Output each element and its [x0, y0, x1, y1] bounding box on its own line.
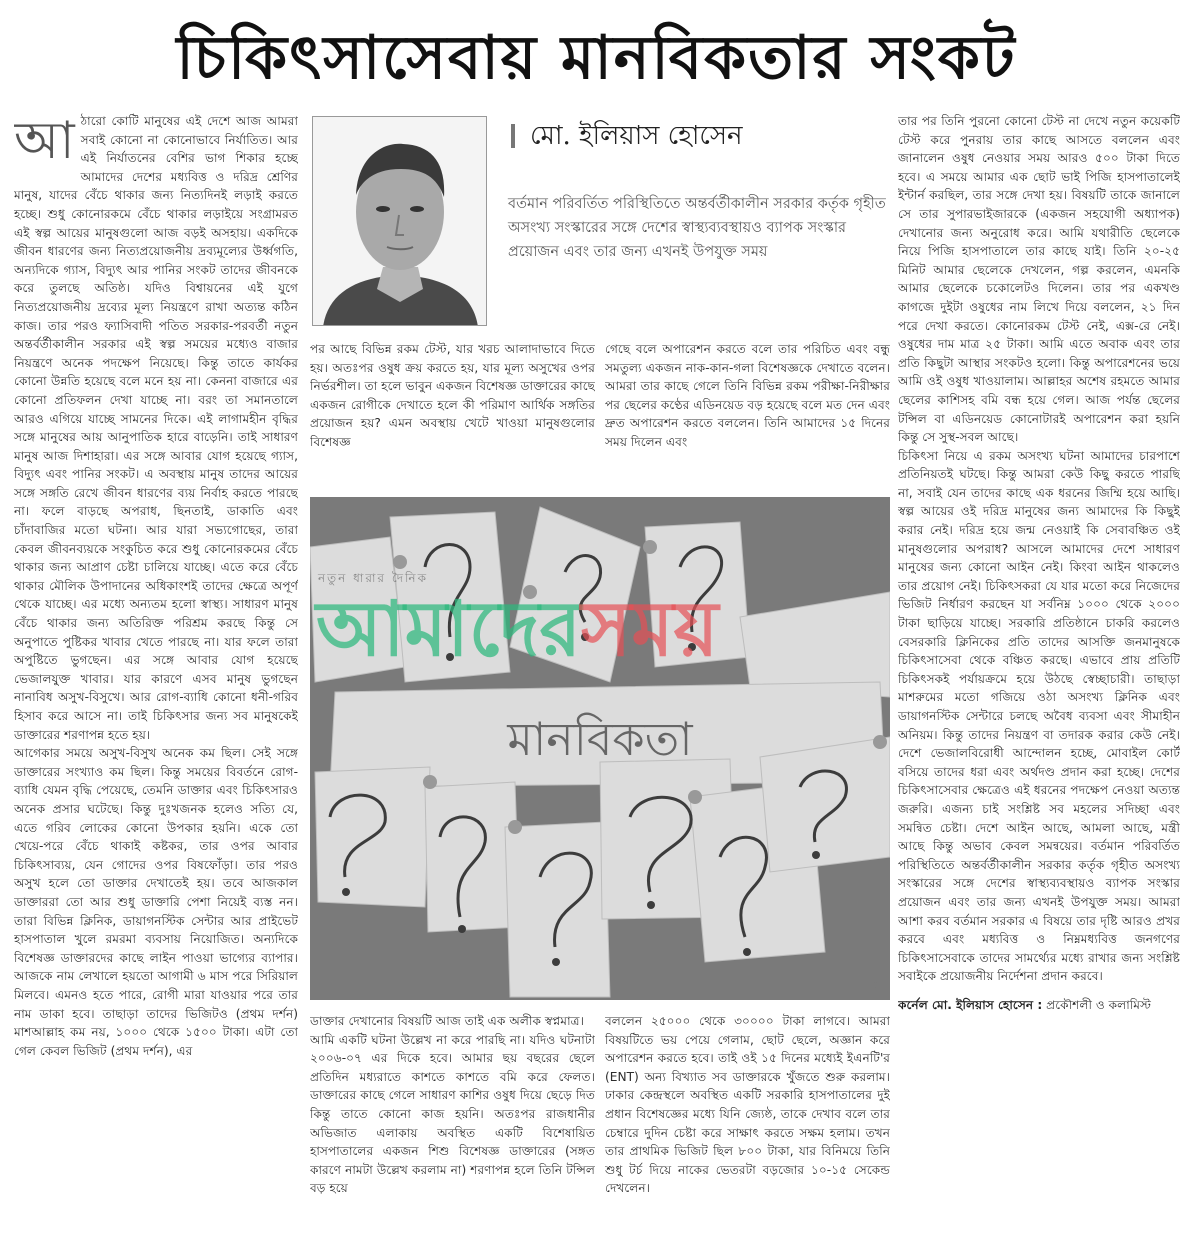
- watermark-tagline: নতুন ধারার দৈনিক: [318, 571, 428, 585]
- headline: চিকিৎসাসেবায় মানবিকতার সংকট: [176, 23, 1017, 93]
- signature-name: কর্নেল মো. ইলিয়াস হোসেন :: [898, 997, 1043, 1012]
- drop-cap: আ: [14, 112, 75, 171]
- illustration-symbol: ?: [872, 981, 878, 992]
- author-photo: [312, 116, 487, 326]
- paragraph: আগেকার সময়ে অসুখ-বিসুখ অনেক কম ছিল। সেই সঙ্গে ডাক্তারের সংখ্যাও কম ছিল। কিন্তু সময়ের বিবর্তনে রোগ-ব্যাধি যেমন বৃদ্ধি পেয়েছে, তেমনি ডাক্তার এবং চিকিৎসারও অনেক প্রসার ঘটেছে। কিন্তু দুঃখজনক হলেও সত্যি যে, এতে গরিব লোকের কোনো উপকার হয়নি। একে তো খেয়ে-পরে বেঁচে থাকাই কষ্টকর, তার ওপর আবার চিকিৎসাব্যয়, যেন গোদের ওপর বিষফোঁড়া। তার পরও অসুখ হলে তো ডাক্তার দেখাতেই হয়। তবে আজকাল ডাক্তাররা তো আর শুধু ডাক্তারি পেশা নিয়েই ব্যস্ত নন। তারা বিভিন্ন ক্লিনিক, ডায়াগনস্টিক সেন্টার আর প্রাইভেট হাসপাতাল খুলে রমরমা ব্যবসায় নিয়োজিত। অন্যদিকে বিশেষজ্ঞ ডাক্তারদের কাছে লাইন পাওয়া ভাগ্যের ব্যাপার। আজকে নাম লেখালে হয়তো আগামী ৬ মাস পরে সিরিয়াল মিলবে। এমনও হতে পারে, রোগী মারা যাওয়ার পরে তার নাম ডাকা হবে। তাছাড়া তাদের ভিজিটও (প্রথম দর্শন) মাশআল্লাহ কম নয়, ১০০০ থেকে ১৫০০ টাকা। এটা তো গেল কেবল ভিজিট (প্রথম দর্শন), এর: [14, 746, 298, 1058]
- article-column-2-bottom-right: [605, 1012, 890, 1248]
- article-deck: বর্তমান পরিবর্তিত পরিস্থিতিতে অন্তর্বর্তীকালীন সরকার কর্তৃক গৃহীত অসংখ্য সংস্কারের সঙ্গে দেশের স্বাস্থ্যব্যবস্থায়ও ব্যাপক সংস্কার প্রয়োজন এবং তার জন্য এখনই উপযুক্ত সময়: [508, 196, 886, 260]
- paragraph: গেছে বলে অপারেশন করতে বলে তার পরিচিত এবং বন্ধু সমতুল্য একজন নাক-কান-গলা বিশেষজ্ঞকে দেখাতে বলেন। আমরা তার কাছে গেলে তিনি বিভিন্ন রকম পরীক্ষা-নিরীক্ষার পর ছেলের কণ্ঠের এডিনয়েড বড় হয়েছে বলে মত দেন এবং দ্রুত অপারেশন করতে বললেন। তিনি আমাদের ১৫ দিনের সময় দিলেন এবং: [605, 342, 890, 449]
- article-column-1: [14, 112, 298, 1247]
- author-portrait-icon: [313, 117, 487, 326]
- paragraph: পর আছে বিভিন্ন রকম টেস্ট, যার খরচ আলাদাভাবে দিতে হয়। অতঃপর ওষুধ ক্রয় করতে হয়, যার মূল্য অসুখের ওপর নির্ভরশীল। তা হলে ভাবুন একজন বিশেষজ্ঞ ডাক্তারের কাছে একজন রোগীকে দেখাতে হলে কী পরিমাণ আর্থিক সঙ্গতির প্রয়োজন হয়? এমন অবস্থায় খেটে খাওয়া মানুষগুলোর বিশেষজ্ঞ: [310, 342, 595, 449]
- article-column-3: [898, 112, 1180, 1247]
- paragraph: ডাক্তার দেখানোর বিষয়টি আজ তাই এক অলীক স্বপ্নমাত্র।: [310, 1014, 584, 1028]
- article-column-2-bottom-left: [310, 1012, 595, 1248]
- paragraph: ঠারো কোটি মানুষের এই দেশে আজ আমরা সবাই কোনো না কোনোভাবে নির্যাতিত। আর এই নির্যাতনের বেশির ভাগ শিকার হচ্ছে আমাদের দেশের মধ্যবিত্ত ও দরিদ্র শ্রেণির মানুষ, যাদের বেঁচে থাকার জন্য নিত্যদিনই লড়াই করতে হচ্ছে। শুধু কোনোরকমে বেঁচে থাকার লড়াইয়ে সংগ্রামরত এই স্বল্প আয়ের মানুষগুলো আজ বড়ই অসহায়। একদিকে জীবন ধারণের জন্য নিত্যপ্রয়োজনীয় দ্রব্যমূল্যের উর্ধ্বগতি, অন্যদিকে গ্যাস, বিদ্যুৎ আর পানির সংকট তাদের জীবনকে করে তুলছে অতিষ্ঠ। যদিও বিশ্বায়নের এই যুগে নিত্যপ্রয়োজনীয় দ্রব্যের মূল্য নিয়ন্ত্রণে রাখা অত্যন্ত কঠিন কাজ। তার পরও ফ্যাসিবাদী পতিত সরকার-পরবর্তী নতুন অন্তর্বর্তীকালীন সরকার এই স্বল্প সময়ের মধ্যেও বাজার নিয়ন্ত্রণে অনেক পদক্ষেপ নিয়েছে। কিন্তু তাতে কার্যকর কোনো উন্নতি হয়েছে বলে মনে হয় না। কেননা বাজারে এর কোনো প্রতিফলন দেখা যাচ্ছে না। বরং তা সমানতালে আরও এগিয়ে যাচ্ছে সামনের দিকে। এই লাগামহীন বৃদ্ধির সঙ্গে মানুষের আয় আনুপাতিক হারে বাড়েনি। তাই সাধারণ মানুষ আজ দিশাহারা। এর সঙ্গে আবার যোগ হয়েছে গ্যাস, বিদ্যুৎ এবং পানির সংকট। এ অবস্থায় মানুষ তাদের আয়ের সঙ্গে সঙ্গতি রেখে জীবন ধারণের ব্যয় নির্বাহ করতে পারছে না। ফলে বাড়ছে অপরাধ, ছিনতাই, ডাকাতি এবং চাঁদাবাজির মতো ঘটনা। আর যারা সভ্যগোছের, তারা কেবল জীবনব্যয়কে সংকুচিত করে শুধু কোনোরকমের বেঁচে থাকার জন্য আপ্রাণ চেষ্টা চালিয়ে যাচ্ছে। এতে করে বেঁচে থাকার মৌলিক উপাদানের অধিকাংশই তাদের ক্ষেত্রে অপূর্ণ থেকে যাচ্ছে। এর মধ্যে অন্যতম হলো স্বাস্থ্য। সাধারণ মানুষ বেঁচে থাকার জন্য অতিরিক্ত পরিশ্রম করছে কিন্তু সে অনুপাতে পুষ্টিকর খাবার খেতে পারছে না। যার ফলে তারা অপুষ্টিতে ভুগছেন। এর সঙ্গে আবার যোগ হয়েছে ভেজালযুক্ত খাবার। যার কারণে এসব মানুষ ভুগছেন নানাবিধ অসুখ-বিসুখে। আর রোগ-ব্যাধি কোনো ধনী-গরিব হিসাব করে আসে না। তাই চিকিৎসার জন্য সব মানুষকেই ডাক্তারের শরণাপন্ন হতে হয়।: [14, 114, 298, 742]
- watermark-logo: [316, 584, 718, 674]
- paragraph: আমি একটি ঘটনা উল্লেখ না করে পারছি না। যদিও ঘটনাটা ২০০৬-০৭ এর দিকে হবে। আমার ছয় বছরের ছেলে প্রতিদিন মধ্যরাতে কাশতে কাশতে বমি করে ফেলত। ডাক্তারের কাছে গেলে সাধারণ কাশির ওষুধ দিয়ে ছেড়ে দিত কিন্তু তাতে কোনো কাজ হয়নি। অতঃপর রাজধানীর অভিজাত এলাকায় অবস্থিত একটি বিশেষায়িত হাসপাতালের একজন শিশু বিশেষজ্ঞ ডাক্তারের (সঙ্গত কারণে নামটা উল্লেখ করলাম না) শরণাপন্ন হলে তিনি টন্সিল বড় হয়ে: [310, 1032, 595, 1196]
- paragraph: বললেন ২৫০০০ থেকে ৩০০০০ টাকা লাগবে। আমরা বিষয়টিতে ভয় পেয়ে গেলাম, ছোট ছেলে, অজ্ঞান করে অপারেশন করতে হবে। তাই ওই ১৫ দিনের মধ্যেই ইএনটি'র (ENT) অন্য বিখ্যাত সব ডাক্তারকে খুঁজতে শুরু করলাম। ঢাকার কেন্দ্রস্থলে অবস্থিত একটি সরকারি হাসপাতালের দুই প্রধান বিশেষজ্ঞের মধ্যে যিনি জ্যেষ্ঠ, তাকে দেখাব বলে তার চেম্বারে দুদিন চেষ্টা করে সাক্ষাৎ করতে সক্ষম হলাম। তখন তার প্রাথমিক ভিজিট ছিল ৮০০ টাকা, যার বিনিময়ে তিনি শুধু টর্চ দিয়ে নাকের ভেতরটা বড়জোর ১০-১৫ সেকেন্ড দেখলেন।: [605, 1014, 890, 1196]
- author-byline: মো. ইলিয়াস হোসেন: [530, 121, 743, 151]
- signature-role: প্রকৌশলী ও কলামিস্ট: [1046, 997, 1152, 1012]
- paragraph: চিকিৎসা নিয়ে এ রকম অসংখ্য ঘটনা আমাদের চারপাশে প্রতিনিয়তই ঘটছে। কিন্তু আমরা কেউ কিছু করতে পারছি না, সবাই যেন তাদের কাছে এক ধরনের জিম্মি হয়ে আছি। স্বল্প আয়ের ওই দরিদ্র মানুষের জন্য আমাদের কি কিছুই করার নেই। দরিদ্র হয়ে জন্ম নেওয়াই কি সেবাবঞ্চিত ওই মানুষগুলোর অপরাধ? আসলে আমাদের দেশে সাধারণ মানুষের জন্য কোনো আইন নেই। কিংবা আইন থাকলেও তার প্রয়োগ নেই। চিকিৎসকরা যে যার মতো করে নিজেদের ভিজিট নির্ধারণ করছেন যা সর্বনিম্ন ১০০০ থেকে ২০০০ টাকা ছাড়িয়ে যাচ্ছে। সরকারি প্রতিষ্ঠানে চাকরি করলেও বেসরকারি ক্লিনিকের প্রতি তাদের আসক্তি জনমানুষকে চিকিৎসাসেবা থেকে বঞ্চিত করছে। এভাবে প্রায় প্রতিটি চিকিৎসকই পর্যায়ক্রমে হয়ে উঠছে স্বেচ্ছাচারী। তাছাড়া মাশরুমের মতো গজিয়ে ওঠা অসংখ্য ক্লিনিক এবং ডায়াগনস্টিক সেন্টারে চলছে অবৈধ ব্যবসা এবং সীমাহীন অনিয়ম। কিন্তু তাদের নিয়ন্ত্রণ বা তদারক করার কেউ নেই। দেশে ভেজালবিরোধী আন্দোলন হচ্ছে, মোবাইল কোর্ট বসিয়ে তাদের ধরা এবং অর্থদণ্ড প্রদান করা হচ্ছে। দেশের চিকিৎসাসেবার ক্ষেত্রেও এই ধরনের পদক্ষেপ নেওয়া অত্যন্ত জরুরি। এজন্য চাই সংশ্লিষ্ট সব মহলের সদিচ্ছা এবং সমন্বিত চেষ্টা। দেশে আইন আছে, আমলা আছে, মন্ত্রী আছে কিন্তু অভাব কেবল সমন্বয়ের। বর্তমান পরিবর্তিত পরিস্থিতিতে অন্তর্বর্তীকালীন সরকার কর্তৃক গৃহীত অসংখ্য সংস্কারের সঙ্গে দেশের স্বাস্থ্যব্যবস্থায়ও ব্যাপক সংস্কার প্রয়োজন এবং তার জন্য এখনই উপযুক্ত সময়। আমরা আশা করব বর্তমান সরকার এ বিষয়ে তার দৃষ্টি আরও প্রখর করবে এবং মধ্যবিত্ত ও নিম্নমধ্যবিত্ত জনগণের চিকিৎসাসেবাকে তাদের সামর্থ্যের মধ্যে রাখার জন্য সংশ্লিষ্ট সবাইকে প্রয়োজনীয় নির্দেশনা প্রদান করবে।: [898, 448, 1180, 984]
- article-column-2-top-left: [310, 340, 595, 500]
- watermark-name-green: আমাদের: [316, 584, 582, 673]
- author-signature: [898, 996, 1180, 1015]
- paragraph: তার পর তিনি পুরনো কোনো টেস্ট না দেখে নতুন কয়েকটি টেস্ট করে পুনরায় তার কাছে আসতে বললেন এবং জানালেন ওষুধ নেওয়ার সময় আরও ৫০০ টাকা দিতে হবে। এ সময়ে আমার এক ছোট ভাই পিজি হাসপাতালেই ইন্টার্ন করছিল, তার সঙ্গে দেখা হয়। বিষয়টি তাকে জানালে সে তার সুপারভাইজারকে (একজন সহযোগী অধ্যাপক) দেখানোর জন্য অনুরোধ করে। আমি যথারীতি ছেলেকে নিয়ে পিজি হাসপাতালে তার কাছে যাই। তিনি ২০-২৫ মিনিট আমার ছেলেকে দেখলেন, গল্প করলেন, এমনকি আমার ছেলেকে চকোলেটও দিলেন। তার পর একখণ্ড কাগজে দুইটা ওষুধের নাম লিখে দিয়ে বললেন, ২১ দিন পরে দেখা করতে। কোনোরকম টেস্ট নেই, এক্স-রে নেই। ওষুধের দাম মাত্র ২৫ টাকা। আমি এতে অবাক এবং তার প্রতি কিছুটা আস্থার সংকটও হলো। কিন্তু অপারেশনের ভয়ে আমি ওই ওষুধ খাওয়ালাম। আল্লাহর অশেষ রহমতে আমার ছেলের কাশিসহ বমি বন্ধ হয়ে গেল। আজ পর্যন্ত ছেলের টন্সিল বা এডিনয়েড কোনোটারই অপারেশন করা হয়নি কিন্তু সে সুস্থ-সবল আছে।: [898, 114, 1180, 445]
- byline-divider: [511, 124, 515, 148]
- article-column-2-top-right: [605, 340, 890, 500]
- watermark-name-red: সময়: [581, 584, 719, 673]
- illustration-word: মানবিকতা: [507, 712, 693, 766]
